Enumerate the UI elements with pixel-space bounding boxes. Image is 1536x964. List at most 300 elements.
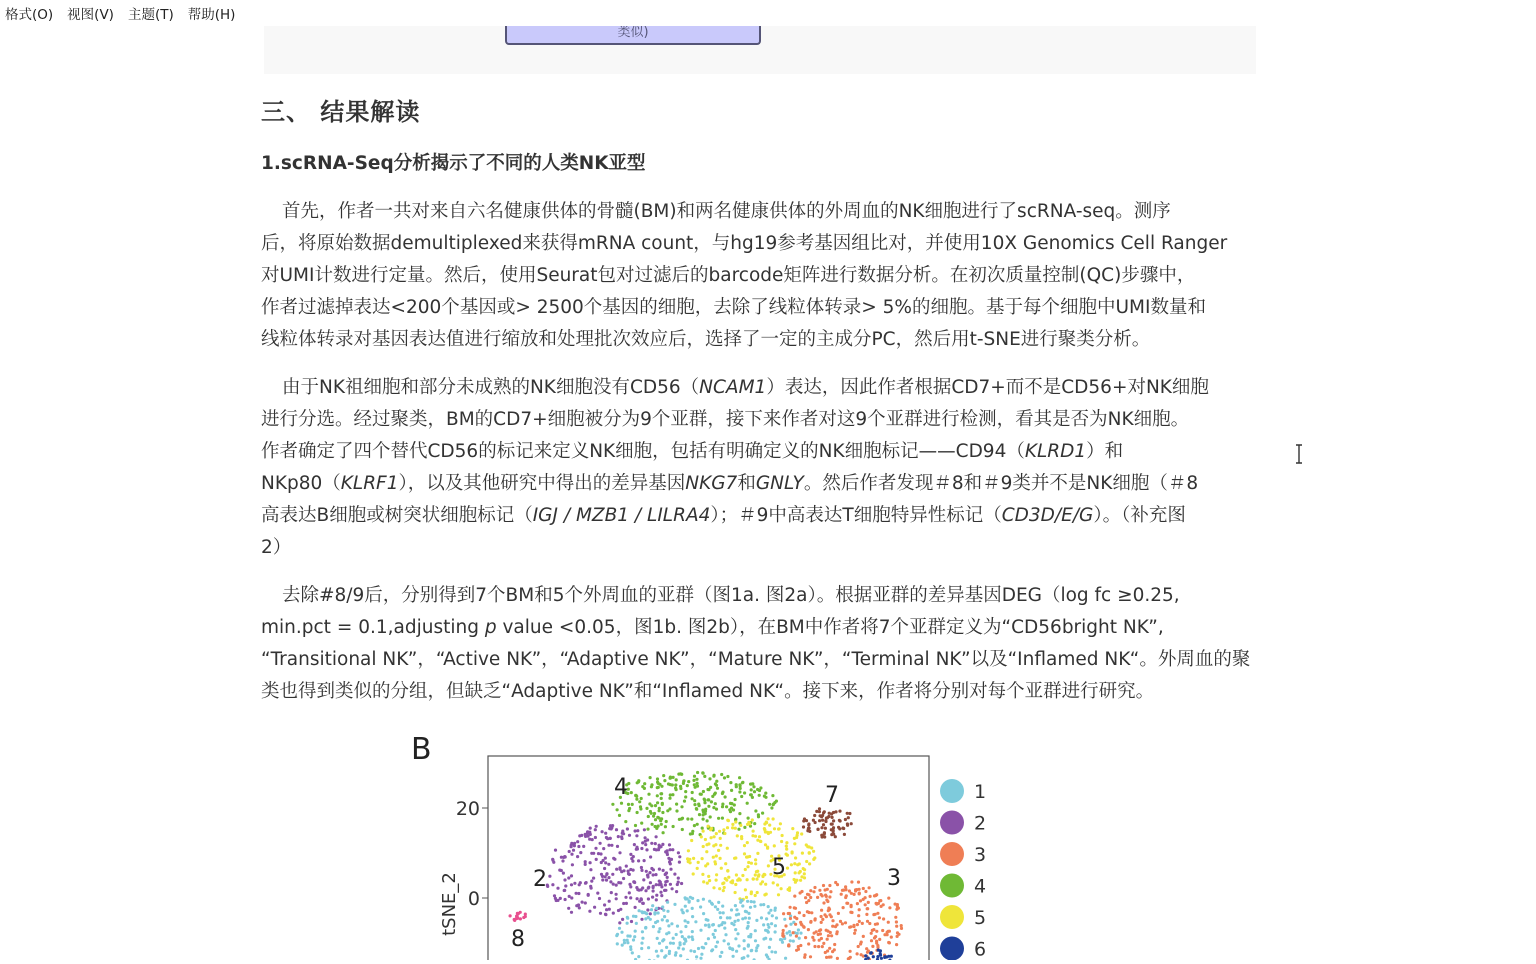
scatter-point — [629, 868, 632, 871]
scatter-point — [659, 845, 662, 848]
scatter-point — [686, 784, 689, 787]
scatter-point — [765, 917, 768, 920]
scatter-point — [666, 910, 669, 913]
scatter-point — [651, 823, 654, 826]
scatter-point — [696, 823, 699, 826]
scatter-point — [896, 905, 899, 908]
scatter-point — [887, 921, 890, 924]
scatter-point — [684, 790, 687, 793]
scatter-point — [624, 820, 627, 823]
scatter-point — [730, 908, 733, 911]
scatter-point — [807, 893, 810, 896]
scatter-point — [715, 879, 718, 882]
scatter-point — [807, 899, 810, 902]
scatter-point — [881, 929, 884, 932]
scatter-point — [712, 844, 715, 847]
scatter-point — [724, 933, 727, 936]
scatter-point — [805, 819, 808, 822]
scatter-point — [741, 781, 744, 784]
scatter-point — [767, 926, 770, 929]
scatter-point — [764, 830, 767, 833]
scatter-point — [800, 923, 803, 926]
scatter-point — [689, 861, 692, 864]
scatter-point — [816, 896, 819, 899]
scatter-point — [649, 776, 652, 779]
scatter-point — [652, 885, 655, 888]
scatter-point — [634, 829, 637, 832]
scatter-point — [842, 889, 845, 892]
scatter-point — [602, 847, 605, 850]
scatter-point — [692, 779, 695, 782]
scatter-point — [710, 836, 713, 839]
scatter-point — [763, 795, 766, 798]
scatter-point — [726, 775, 729, 778]
text-cursor-icon — [1294, 444, 1304, 464]
scatter-point — [800, 832, 803, 835]
legend-swatch — [940, 937, 964, 961]
scatter-point — [650, 785, 653, 788]
scatter-point — [646, 908, 649, 911]
scatter-point — [693, 824, 696, 827]
menu-view[interactable]: 视图(V) — [60, 3, 121, 23]
scatter-point — [758, 835, 761, 838]
scatter-point — [667, 924, 670, 927]
scatter-point — [677, 851, 680, 854]
scatter-point — [739, 784, 742, 787]
scatter-point — [731, 947, 734, 950]
scatter-point — [895, 943, 898, 946]
scatter-point — [564, 884, 567, 887]
scatter-point — [704, 924, 707, 927]
scatter-point — [746, 878, 749, 881]
scatter-point — [649, 912, 652, 915]
scatter-point — [752, 830, 755, 833]
scatter-point — [780, 840, 783, 843]
scatter-point — [695, 778, 698, 781]
ytick-label: 20 — [456, 798, 480, 820]
scatter-point — [652, 889, 655, 892]
scatter-point — [757, 875, 760, 878]
scatter-point — [753, 905, 756, 908]
scatter-point — [584, 901, 587, 904]
scatter-point — [866, 907, 869, 910]
scatter-point — [671, 783, 674, 786]
subheading: 1.scRNA-Seq分析揭示了不同的人类NK亚型 — [261, 149, 646, 175]
scatter-point — [852, 925, 855, 928]
scatter-point — [734, 798, 737, 801]
scatter-point — [723, 927, 726, 930]
scatter-point — [789, 939, 792, 942]
scatter-point — [890, 955, 893, 958]
scatter-point — [749, 783, 752, 786]
scatter-point — [743, 947, 746, 950]
scatter-point — [808, 862, 811, 865]
scatter-point — [748, 917, 751, 920]
panel-label: B — [411, 732, 432, 767]
scatter-point — [697, 947, 700, 950]
scatter-point — [729, 781, 732, 784]
scatter-point — [773, 827, 776, 830]
scatter-point — [656, 786, 659, 789]
scatter-point — [610, 844, 613, 847]
scatter-point — [784, 957, 787, 960]
scatter-point — [575, 892, 578, 895]
p2-line-3 — [261, 436, 1263, 468]
scatter-point — [657, 825, 660, 828]
scatter-point — [764, 843, 767, 846]
scatter-point — [807, 823, 810, 826]
scatter-point — [711, 903, 714, 906]
scatter-point — [693, 799, 696, 802]
p1-line-5: 线粒体转录对基因表达值进行缩放和处理批次效应后，选择了一定的主成分PC，然后用t-SNE进行聚类分析。 — [261, 324, 1263, 356]
scatter-point — [573, 882, 576, 885]
scatter-point — [862, 887, 865, 890]
scatter-point — [570, 874, 573, 877]
cluster-label: 2 — [533, 867, 547, 892]
scatter-point — [804, 896, 807, 899]
scatter-point — [775, 916, 778, 919]
scatter-point — [607, 844, 610, 847]
scatter-point — [560, 869, 563, 872]
scatter-point — [797, 945, 800, 948]
scatter-point — [791, 827, 794, 830]
scatter-point — [579, 881, 582, 884]
scatter-point — [868, 886, 871, 889]
scatter-point — [878, 916, 881, 919]
menu-theme[interactable]: 主题(T) — [121, 3, 181, 23]
scatter-point — [616, 942, 619, 945]
scatter-point — [878, 899, 881, 902]
scatter-point — [615, 884, 618, 887]
scatter-point — [713, 936, 716, 939]
scatter-point — [717, 849, 720, 852]
scatter-point — [824, 894, 827, 897]
code-block — [264, 26, 1256, 74]
scatter-point — [793, 842, 796, 845]
scatter-point — [605, 873, 608, 876]
scatter-point — [750, 900, 753, 903]
scatter-point — [662, 938, 665, 941]
scatter-point — [669, 883, 672, 886]
scatter-point — [656, 777, 659, 780]
scatter-point — [668, 952, 671, 955]
scatter-point — [707, 805, 710, 808]
scatter-point — [630, 920, 633, 923]
scatter-point — [718, 830, 721, 833]
scatter-point — [743, 791, 746, 794]
scatter-point — [798, 937, 801, 940]
scatter-point — [701, 873, 704, 876]
scatter-point — [658, 807, 661, 810]
scatter-point — [791, 850, 794, 853]
scatter-point — [754, 939, 757, 942]
scatter-point — [764, 792, 767, 795]
scatter-point — [796, 834, 799, 837]
scatter-point — [654, 873, 657, 876]
scatter-point — [809, 920, 812, 923]
scatter-point — [702, 790, 705, 793]
scatter-point — [822, 811, 825, 814]
scatter-point — [676, 883, 679, 886]
scatter-point — [770, 950, 773, 953]
scatter-point — [711, 923, 714, 926]
scatter-point — [660, 792, 663, 795]
scatter-point — [563, 855, 566, 858]
scatter-point — [567, 907, 570, 910]
scatter-point — [746, 865, 749, 868]
scatter-point — [669, 776, 672, 779]
scatter-point — [700, 793, 703, 796]
scatter-point — [826, 949, 829, 952]
scatter-point — [651, 904, 654, 907]
scatter-point — [570, 896, 573, 899]
scatter-point — [580, 834, 583, 837]
scatter-point — [703, 775, 706, 778]
scatter-point — [746, 802, 749, 805]
scatter-point — [762, 937, 765, 940]
scatter-point — [871, 945, 874, 948]
scatter-point — [753, 900, 756, 903]
scatter-point — [867, 901, 870, 904]
p1-line-4: 作者过滤掉表达<200个基因或> 2500个基因的细胞，去除了线粒体转录> 5%的细胞。基于每个细胞中UMI数量和 — [261, 292, 1263, 324]
scatter-point — [647, 793, 650, 796]
p2-text: ）。（补充图 — [1093, 505, 1186, 526]
scatter-point — [702, 912, 705, 915]
scatter-point — [624, 896, 627, 899]
scatter-point — [716, 908, 719, 911]
scatter-point — [693, 950, 696, 953]
scatter-point — [746, 954, 749, 957]
scatter-point — [662, 909, 665, 912]
scatter-point — [857, 914, 860, 917]
scatter-point — [621, 830, 624, 833]
scatter-point — [609, 837, 612, 840]
scatter-point — [827, 907, 830, 910]
scatter-point — [662, 869, 665, 872]
scatter-point — [659, 891, 662, 894]
scatter-point — [709, 786, 712, 789]
scatter-point — [827, 934, 830, 937]
scatter-point — [717, 817, 720, 820]
scatter-point — [819, 928, 822, 931]
scatter-point — [763, 827, 766, 830]
p3-line-4: 类也得到类似的分组，但缺乏“Adaptive NK”和“Inflamed NK“。接下来，作者将分别对每个亚群进行研究。 — [261, 676, 1263, 708]
scatter-point — [785, 845, 788, 848]
scatter-point — [673, 873, 676, 876]
scatter-point — [675, 933, 678, 936]
scatter-point — [808, 851, 811, 854]
scatter-point — [701, 809, 704, 812]
scatter-point — [680, 882, 683, 885]
scatter-point — [578, 906, 581, 909]
scatter-point — [664, 872, 667, 875]
scatter-point — [768, 803, 771, 806]
scatter-point — [649, 855, 652, 858]
scatter-point — [727, 819, 730, 822]
scatter-point — [654, 804, 657, 807]
scatter-point — [782, 929, 785, 932]
scatter-point — [716, 941, 719, 944]
scatter-point — [611, 803, 614, 806]
scatter-point — [858, 908, 861, 911]
scatter-point — [861, 922, 864, 925]
scatter-point — [635, 834, 638, 837]
scatter-point — [789, 933, 792, 936]
scatter-point — [692, 857, 695, 860]
scatter-point — [857, 881, 860, 884]
legend-label: 3 — [974, 844, 986, 866]
scatter-point — [635, 798, 638, 801]
scatter-point — [600, 873, 603, 876]
scatter-point — [657, 911, 660, 914]
scatter-point — [678, 855, 681, 858]
menu-help[interactable]: 帮助(H) — [181, 3, 243, 23]
scatter-point — [660, 785, 663, 788]
scatter-point — [576, 840, 579, 843]
scatter-point — [831, 816, 834, 819]
scatter-point — [783, 918, 786, 921]
scatter-point — [865, 913, 868, 916]
legend-label: 1 — [974, 781, 986, 803]
scatter-point — [712, 886, 715, 889]
scatter-point — [663, 889, 666, 892]
scatter-point — [756, 870, 759, 873]
scatter-point — [705, 850, 708, 853]
scatter-point — [733, 803, 736, 806]
scatter-point — [707, 937, 710, 940]
scatter-point — [567, 876, 570, 879]
scatter-point — [745, 896, 748, 899]
section-heading: 三、 结果解读 — [261, 92, 420, 127]
scatter-point — [704, 838, 707, 841]
scatter-point — [817, 945, 820, 948]
scatter-point — [761, 875, 764, 878]
scatter-point — [749, 906, 752, 909]
scatter-point — [752, 877, 755, 880]
scatter-point — [835, 932, 838, 935]
scatter-point — [709, 815, 712, 818]
scatter-point — [712, 806, 715, 809]
scatter-point — [620, 837, 623, 840]
scatter-point — [643, 828, 646, 831]
scatter-point — [830, 812, 833, 815]
scatter-point — [859, 942, 862, 945]
scatter-point — [744, 888, 747, 891]
scatter-point — [838, 827, 841, 830]
scatter-point — [733, 857, 736, 860]
scatter-point — [799, 932, 802, 935]
scatter-point — [869, 895, 872, 898]
scatter-point — [721, 882, 724, 885]
scatter-point — [704, 812, 707, 815]
scatter-point — [854, 929, 857, 932]
scatter-point — [563, 889, 566, 892]
scatter-point — [644, 889, 647, 892]
scatter-point — [793, 916, 796, 919]
scatter-point — [669, 848, 672, 851]
scatter-point — [621, 944, 624, 947]
scatter-point — [792, 931, 795, 934]
scatter-point — [722, 911, 725, 914]
cluster-label: 8 — [511, 927, 525, 952]
legend-label: 5 — [974, 907, 986, 929]
scatter-point — [759, 840, 762, 843]
scatter-point — [636, 781, 639, 784]
scatter-point — [748, 855, 751, 858]
scatter-point — [831, 950, 834, 953]
scatter-point — [683, 800, 686, 803]
scatter-point — [737, 919, 740, 922]
scatter-point — [736, 879, 739, 882]
scatter-point — [631, 803, 634, 806]
scatter-point — [803, 868, 806, 871]
scatter-point — [640, 947, 643, 950]
scatter-point — [572, 849, 575, 852]
scatter-point — [641, 841, 644, 844]
scatter-point — [697, 803, 700, 806]
scatter-point — [804, 936, 807, 939]
scatter-point — [867, 957, 870, 960]
scatter-point — [698, 813, 701, 816]
scatter-point — [678, 818, 681, 821]
scatter-point — [840, 893, 843, 896]
scatter-point — [765, 821, 768, 824]
scatter-point — [759, 903, 762, 906]
scatter-point — [691, 915, 694, 918]
scatter-point — [669, 862, 672, 865]
scatter-point — [721, 905, 724, 908]
scatter-point — [775, 800, 778, 803]
y-axis-label: tSNE_2 — [439, 872, 460, 936]
scatter-point — [728, 916, 731, 919]
scatter-point — [799, 879, 802, 882]
scatter-point — [647, 916, 650, 919]
scatter-point — [701, 946, 704, 949]
scatter-point — [661, 918, 664, 921]
scatter-point — [882, 917, 885, 920]
scatter-point — [706, 862, 709, 865]
scatter-point — [610, 891, 613, 894]
legend-swatch — [940, 905, 964, 929]
scatter-point — [780, 887, 783, 890]
scatter-point — [674, 787, 677, 790]
scatter-point — [671, 793, 674, 796]
scatter-point — [620, 931, 623, 934]
scatter-point — [738, 812, 741, 815]
scatter-point — [622, 832, 625, 835]
scatter-point — [714, 929, 717, 932]
scatter-point — [682, 780, 685, 783]
scatter-point — [740, 899, 743, 902]
scatter-point — [655, 907, 658, 910]
scatter-point — [666, 901, 669, 904]
scatter-point — [634, 906, 637, 909]
scatter-point — [772, 817, 775, 820]
scatter-point — [720, 773, 723, 776]
scatter-point — [679, 954, 682, 957]
scatter-point — [684, 905, 687, 908]
menu-format[interactable]: 格式(O) — [0, 3, 60, 23]
scatter-point — [813, 918, 816, 921]
scatter-point — [737, 913, 740, 916]
scatter-point — [758, 794, 761, 797]
scatter-point — [730, 789, 733, 792]
scatter-point — [588, 910, 591, 913]
scatter-point — [744, 868, 747, 871]
scatter-point — [679, 785, 682, 788]
scatter-point — [746, 900, 749, 903]
scatter-point — [696, 771, 699, 774]
